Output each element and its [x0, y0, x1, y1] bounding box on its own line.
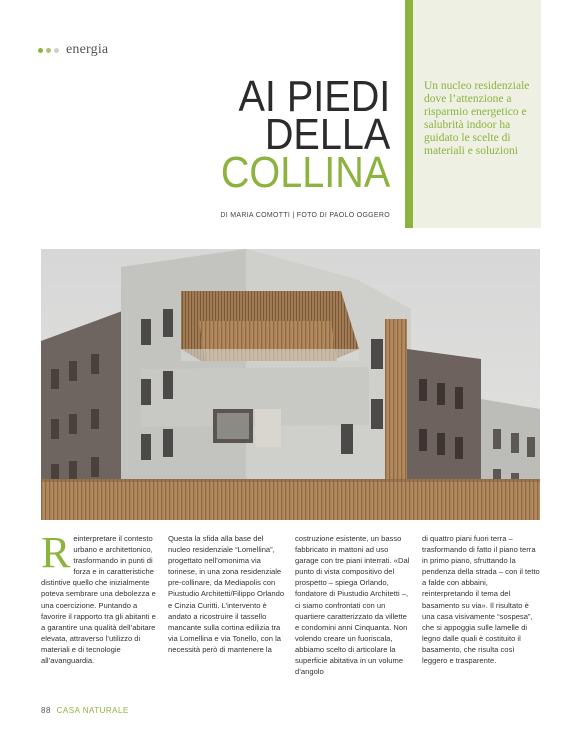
page-footer	[41, 706, 129, 715]
section-dot-icon	[54, 48, 59, 53]
title-line-3: COLLINA	[220, 148, 390, 197]
body-paragraph: Questa la sfida alla base del nucleo residenziale “Lomellina”, progettato nell’omonima via torinese, in una zona residenziale pre-collinare, da Mediapolis con Piustudio Architetti/Filippo Orlando e Cinzia Curitti. L’intervento è andato a ricostruire il tassello mancante sulla cortina edilizia tra via Lomellina e via Tonello, con la necessità però di mantenere la	[168, 534, 285, 654]
body-column-2	[168, 533, 286, 655]
section-dot-icon	[38, 48, 43, 53]
standfirst: Un nucleo residenziale dove l’attenzione a risparmio energetico e salubrità indoor ha guidato le scelte di materiali e soluzioni	[424, 80, 530, 157]
body-paragraph: di quattro piani fuori terra – trasformando di fatto il piano terra in primo piano, sfruttando la pendenza della strada – con il tetto a falde con abbaini, reinterpretando il tema del basamento su via». Il risultato è una casa visivamente “sospesa”, che si appoggia sulle lamelle di legno dalle quali è costituito il basamento, che risulta così leggero e trasparente.	[422, 534, 540, 666]
page-number: 88	[41, 706, 51, 715]
section-tag	[38, 42, 108, 58]
title-line-2: DELLA	[264, 110, 390, 159]
article-body	[41, 528, 540, 723]
section-dot-icon	[46, 48, 51, 53]
byline: DI MARIA COMOTTI | FOTO DI PAOLO OGGERO	[220, 212, 390, 219]
body-column-1	[41, 528, 159, 666]
section-label: energia	[66, 42, 109, 57]
drop-cap: R	[41, 528, 71, 577]
body-column-4	[422, 533, 540, 666]
title-line-1: AI PIEDI	[238, 72, 390, 121]
magazine-name: CASA NATURALE	[56, 706, 129, 715]
body-paragraph: einterpretare il contesto urbano e architettonico, trasformando in punti di forza e in caratteristiche distintive quello che inizialmente poteva sembrare una debolezza e una coercizione. Puntando a favorire il rapporto tra gli abitanti e a garantire una qualità dell’abitare elevata, attraverso l’utilizzo di materiali e di tecnologie all’avanguardia.	[41, 534, 156, 666]
article-title	[202, 72, 390, 197]
accent-bar	[405, 0, 413, 228]
building-photo	[41, 249, 540, 520]
body-paragraph: costruzione esistente, un basso fabbricato in mattoni ad uso garage con tre piani interrati. «Dal punto di vista compositivo del prospetto – spiega Orlando, fondatore di Piustudio Architetti –, ci siamo confrontati con un quartiere caratterizzato da villette e condomini anni Cinquanta. Non volendo creare un fuoriscala, abbiamo scelto di articolare la superficie abitativa in un volume d’angolo	[295, 534, 410, 677]
body-column-3	[295, 533, 413, 677]
